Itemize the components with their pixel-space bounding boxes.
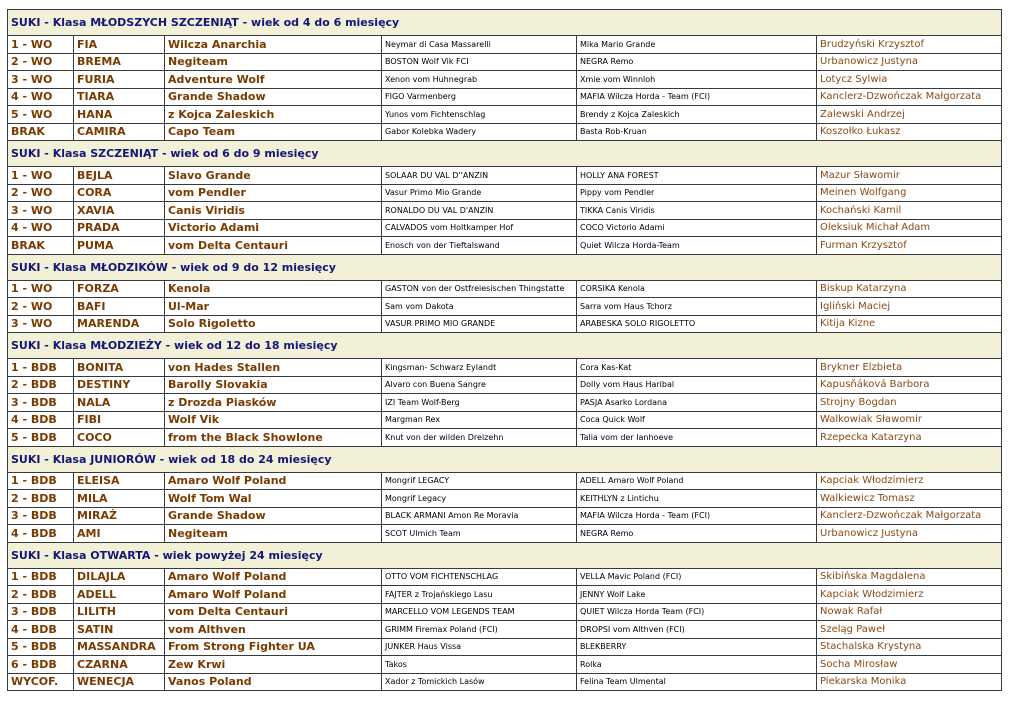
table-row: [8, 394, 1002, 412]
kennel-cell: Grande Shadow: [165, 507, 382, 525]
owner-cell: Kochański Kamil: [817, 202, 1002, 220]
dog-name-cell: CZARNA: [74, 656, 165, 674]
dog-name-cell: FIA: [74, 36, 165, 54]
table-row: [8, 429, 1002, 447]
dam-cell: HOLLY ANA FOREST: [577, 167, 817, 185]
sire-cell: SOLAAR DU VAL D''ANZIN: [382, 167, 577, 185]
placement-cell: WYCOF.: [8, 673, 74, 691]
dog-name-cell: MASSANDRA: [74, 638, 165, 656]
owner-cell: Brykner Elzbieta: [817, 359, 1002, 377]
kennel-cell: Wilcza Anarchia: [165, 36, 382, 54]
owner-cell: Walkiewicz Tomasz: [817, 490, 1002, 508]
placement-cell: 3 - BDB: [8, 603, 74, 621]
dog-name-cell: BAFI: [74, 298, 165, 316]
dam-cell: JENNY Wolf Lake: [577, 586, 817, 604]
dam-cell: KEITHLYN z Lintichu: [577, 490, 817, 508]
sire-cell: Alvaro con Buena Sangre: [382, 376, 577, 394]
placement-cell: 5 - WO: [8, 106, 74, 124]
table-row: [8, 237, 1002, 255]
dog-name-cell: XAVIA: [74, 202, 165, 220]
dam-cell: QUIET Wilcza Horda Team (FCI): [577, 603, 817, 621]
dog-name-cell: CAMIRA: [74, 123, 165, 141]
kennel-cell: vom Delta Centauri: [165, 603, 382, 621]
kennel-cell: Zew Krwi: [165, 656, 382, 674]
class-header-title: SUKI - Klasa MŁODZIEŻY - wiek od 12 do 18 miesięcy: [8, 333, 1002, 359]
table-row: [8, 280, 1002, 298]
sire-cell: GRIMM Firemax Poland (FCI): [382, 621, 577, 639]
table-row: [8, 586, 1002, 604]
kennel-cell: Grande Shadow: [165, 88, 382, 106]
kennel-cell: vom Althven: [165, 621, 382, 639]
kennel-cell: von Hades Stallen: [165, 359, 382, 377]
class-header-row: [8, 10, 1002, 36]
sire-cell: Kingsman- Schwarz Eylandt: [382, 359, 577, 377]
class-header-title: SUKI - Klasa OTWARTA - wiek powyżej 24 miesięcy: [8, 542, 1002, 568]
owner-cell: Lotycz Sylwia: [817, 71, 1002, 89]
kennel-cell: Canis Viridis: [165, 202, 382, 220]
dog-name-cell: PRADA: [74, 219, 165, 237]
kennel-cell: z Kojca Zaleskich: [165, 106, 382, 124]
kennel-cell: Barolly Slovakia: [165, 376, 382, 394]
placement-cell: 4 - BDB: [8, 411, 74, 429]
dog-name-cell: COCO: [74, 429, 165, 447]
dam-cell: TIKKA Canis Viridis: [577, 202, 817, 220]
placement-cell: 4 - BDB: [8, 525, 74, 543]
sire-cell: CALVADOS vom Holtkamper Hof: [382, 219, 577, 237]
dog-name-cell: BREMA: [74, 53, 165, 71]
dog-name-cell: CORA: [74, 184, 165, 202]
table-row: [8, 359, 1002, 377]
sire-cell: Mongrif LEGACY: [382, 472, 577, 490]
table-row: [8, 202, 1002, 220]
sire-cell: Enosch von der Tieftalswand: [382, 237, 577, 255]
dam-cell: PASJA Asarko Lordana: [577, 394, 817, 412]
dam-cell: BLEKBERRY: [577, 638, 817, 656]
placement-cell: 1 - BDB: [8, 472, 74, 490]
class-header-title: SUKI - Klasa JUNIORÓW - wiek od 18 do 24 miesięcy: [8, 446, 1002, 472]
sire-cell: Neymar di Casa Massarelli: [382, 36, 577, 54]
owner-cell: Urbanowicz Justyna: [817, 525, 1002, 543]
dog-name-cell: TIARA: [74, 88, 165, 106]
placement-cell: 2 - BDB: [8, 490, 74, 508]
table-row: [8, 656, 1002, 674]
placement-cell: 4 - BDB: [8, 621, 74, 639]
kennel-cell: Wolf Vik: [165, 411, 382, 429]
dam-cell: NEGRA Remo: [577, 525, 817, 543]
owner-cell: Rzepecka Katarzyna: [817, 429, 1002, 447]
table-row: [8, 411, 1002, 429]
owner-cell: Piekarska Monika: [817, 673, 1002, 691]
dog-name-cell: ELEISA: [74, 472, 165, 490]
dog-name-cell: NALA: [74, 394, 165, 412]
table-row: [8, 36, 1002, 54]
table-row: [8, 184, 1002, 202]
placement-cell: 5 - BDB: [8, 429, 74, 447]
sire-cell: Margman Rex: [382, 411, 577, 429]
owner-cell: Mazur Sławomir: [817, 167, 1002, 185]
dog-name-cell: BEJLA: [74, 167, 165, 185]
placement-cell: 3 - WO: [8, 202, 74, 220]
placement-cell: 2 - WO: [8, 298, 74, 316]
dog-name-cell: SATIN: [74, 621, 165, 639]
class-header-title: SUKI - Klasa SZCZENIĄT - wiek od 6 do 9 miesięcy: [8, 141, 1002, 167]
class-header-row: [8, 333, 1002, 359]
sire-cell: Sam vom Dakota: [382, 298, 577, 316]
placement-cell: 1 - WO: [8, 167, 74, 185]
kennel-cell: Amaro Wolf Poland: [165, 472, 382, 490]
table-row: [8, 376, 1002, 394]
table-row: [8, 507, 1002, 525]
table-row: [8, 123, 1002, 141]
owner-cell: Nowak Rafał: [817, 603, 1002, 621]
placement-cell: 1 - WO: [8, 36, 74, 54]
dam-cell: Rolka: [577, 656, 817, 674]
owner-cell: Urbanowicz Justyna: [817, 53, 1002, 71]
class-header-title: SUKI - Klasa MŁODSZYCH SZCZENIĄT - wiek od 4 do 6 miesięcy: [8, 10, 1002, 36]
dog-name-cell: MARENDA: [74, 315, 165, 333]
placement-cell: 4 - WO: [8, 219, 74, 237]
dog-name-cell: FURIA: [74, 71, 165, 89]
kennel-cell: Capo Team: [165, 123, 382, 141]
dog-name-cell: WENECJA: [74, 673, 165, 691]
table-row: [8, 315, 1002, 333]
sire-cell: Vasur Primo Mio Grande: [382, 184, 577, 202]
kennel-cell: vom Delta Centauri: [165, 237, 382, 255]
dog-name-cell: FIBI: [74, 411, 165, 429]
owner-cell: Koszołko Łukasz: [817, 123, 1002, 141]
sire-cell: BOSTON Wolf Vik FCI: [382, 53, 577, 71]
kennel-cell: Adventure Wolf: [165, 71, 382, 89]
dam-cell: Cora Kas-Kat: [577, 359, 817, 377]
dam-cell: Dolly vom Haus Haribal: [577, 376, 817, 394]
sire-cell: GASTON von der Ostfreiesischen Thingstatte: [382, 280, 577, 298]
placement-cell: 1 - BDB: [8, 568, 74, 586]
sire-cell: RONALDO DU VAL D'ANZIN: [382, 202, 577, 220]
sire-cell: OTTO VOM FICHTENSCHLAG: [382, 568, 577, 586]
placement-cell: 5 - BDB: [8, 638, 74, 656]
dam-cell: Talia vom der Ianhoeve: [577, 429, 817, 447]
kennel-cell: Solo Rigoletto: [165, 315, 382, 333]
dam-cell: MAFIA Wilcza Horda - Team (FCI): [577, 88, 817, 106]
placement-cell: BRAK: [8, 123, 74, 141]
table-row: [8, 673, 1002, 691]
placement-cell: 3 - WO: [8, 315, 74, 333]
dam-cell: Pippy vom Pendler: [577, 184, 817, 202]
kennel-cell: Negiteam: [165, 53, 382, 71]
sire-cell: IZI Team Wolf-Berg: [382, 394, 577, 412]
dam-cell: Coca Quick Wolf: [577, 411, 817, 429]
kennel-cell: Victorio Adami: [165, 219, 382, 237]
kennel-cell: Slavo Grande: [165, 167, 382, 185]
placement-cell: 3 - BDB: [8, 394, 74, 412]
dam-cell: Quiet Wilcza Horda-Team: [577, 237, 817, 255]
dog-name-cell: ADELL: [74, 586, 165, 604]
dam-cell: VELLA Mavic Poland (FCI): [577, 568, 817, 586]
sire-cell: Mongrif Legacy: [382, 490, 577, 508]
kennel-cell: Vanos Poland: [165, 673, 382, 691]
dam-cell: ADELL Amaro Wolf Poland: [577, 472, 817, 490]
owner-cell: Socha Mirosław: [817, 656, 1002, 674]
sire-cell: Xador z Tomickich Lasów: [382, 673, 577, 691]
placement-cell: 2 - BDB: [8, 376, 74, 394]
dog-name-cell: DILAJLA: [74, 568, 165, 586]
placement-cell: 2 - WO: [8, 53, 74, 71]
dog-name-cell: MILA: [74, 490, 165, 508]
placement-cell: 4 - WO: [8, 88, 74, 106]
placement-cell: 6 - BDB: [8, 656, 74, 674]
owner-cell: Oleksiuk Michał Adam: [817, 219, 1002, 237]
sire-cell: FAJTER z Trojańskiego Lasu: [382, 586, 577, 604]
kennel-cell: Ul-Mar: [165, 298, 382, 316]
owner-cell: Stachalska Krystyna: [817, 638, 1002, 656]
table-row: [8, 525, 1002, 543]
placement-cell: 1 - WO: [8, 280, 74, 298]
sire-cell: Takos: [382, 656, 577, 674]
sire-cell: FIGO Varmenberg: [382, 88, 577, 106]
owner-cell: Kitija Kizne: [817, 315, 1002, 333]
owner-cell: Meinen Wolfgang: [817, 184, 1002, 202]
owner-cell: Igliński Maciej: [817, 298, 1002, 316]
kennel-cell: Kenola: [165, 280, 382, 298]
owner-cell: Skibińska Magdalena: [817, 568, 1002, 586]
dam-cell: COCO Victorio Adami: [577, 219, 817, 237]
dog-name-cell: BONITA: [74, 359, 165, 377]
dam-cell: Xmie vom Winnloh: [577, 71, 817, 89]
owner-cell: Walkowiak Sławomir: [817, 411, 1002, 429]
dog-name-cell: DESTINY: [74, 376, 165, 394]
table-row: [8, 167, 1002, 185]
placement-cell: 2 - BDB: [8, 586, 74, 604]
dog-name-cell: MIRAŻ: [74, 507, 165, 525]
class-header-row: [8, 141, 1002, 167]
placement-cell: 1 - BDB: [8, 359, 74, 377]
owner-cell: Strojny Bogdan: [817, 394, 1002, 412]
dam-cell: CORSIKA Kenola: [577, 280, 817, 298]
dog-name-cell: PUMA: [74, 237, 165, 255]
class-header-row: [8, 254, 1002, 280]
dam-cell: MAFIA Wilcza Horda - Team (FCI): [577, 507, 817, 525]
owner-cell: Szeląg Paweł: [817, 621, 1002, 639]
table-row: [8, 568, 1002, 586]
table-row: [8, 490, 1002, 508]
dog-name-cell: LILITH: [74, 603, 165, 621]
owner-cell: Kapusňáková Barbora: [817, 376, 1002, 394]
sire-cell: Xenon vom Huhnegrab: [382, 71, 577, 89]
sire-cell: MARCELLO VOM LEGENDS TEAM: [382, 603, 577, 621]
owner-cell: Brudzyński Krzysztof: [817, 36, 1002, 54]
owner-cell: Furman Krzysztof: [817, 237, 1002, 255]
owner-cell: Kapciak Włodzimierz: [817, 472, 1002, 490]
dam-cell: Felina Team Ulmental: [577, 673, 817, 691]
owner-cell: Kanclerz-Dzwończak Małgorzata: [817, 88, 1002, 106]
dam-cell: ARABESKA SOLO RIGOLETTO: [577, 315, 817, 333]
table-row: [8, 71, 1002, 89]
class-header-row: [8, 446, 1002, 472]
owner-cell: Biskup Katarzyna: [817, 280, 1002, 298]
sire-cell: Yunos vom Fichtenschlag: [382, 106, 577, 124]
table-row: [8, 219, 1002, 237]
dog-name-cell: HANA: [74, 106, 165, 124]
placement-cell: 2 - WO: [8, 184, 74, 202]
kennel-cell: from the Black Showlone: [165, 429, 382, 447]
kennel-cell: Negiteam: [165, 525, 382, 543]
owner-cell: Kanclerz-Dzwończak Małgorzata: [817, 507, 1002, 525]
dog-name-cell: AMI: [74, 525, 165, 543]
table-row: [8, 106, 1002, 124]
sire-cell: Knut von der wilden Dreizehn: [382, 429, 577, 447]
dam-cell: Mika Mario Grande: [577, 36, 817, 54]
owner-cell: Kapciak Włodzimierz: [817, 586, 1002, 604]
dog-name-cell: FORZA: [74, 280, 165, 298]
sire-cell: SCOT Ulmich Team: [382, 525, 577, 543]
table-row: [8, 88, 1002, 106]
kennel-cell: vom Pendler: [165, 184, 382, 202]
results-table: [7, 9, 1002, 691]
class-header-title: SUKI - Klasa MŁODZIKÓW - wiek od 9 do 12 miesięcy: [8, 254, 1002, 280]
table-row: [8, 298, 1002, 316]
class-header-row: [8, 542, 1002, 568]
owner-cell: Zalewski Andrzej: [817, 106, 1002, 124]
dam-cell: Basta Rob-Kruan: [577, 123, 817, 141]
kennel-cell: Wolf Tom Wal: [165, 490, 382, 508]
table-row: [8, 53, 1002, 71]
sire-cell: BLACK ARMANI Amon Re Moravia: [382, 507, 577, 525]
kennel-cell: Amaro Wolf Poland: [165, 586, 382, 604]
kennel-cell: Amaro Wolf Poland: [165, 568, 382, 586]
kennel-cell: From Strong Fighter UA: [165, 638, 382, 656]
table-row: [8, 621, 1002, 639]
sire-cell: VASUR PRIMO MIO GRANDE: [382, 315, 577, 333]
dam-cell: NEGRA Remo: [577, 53, 817, 71]
sire-cell: JUNKER Haus Vissa: [382, 638, 577, 656]
kennel-cell: z Drozda Piasków: [165, 394, 382, 412]
results-table-body: [8, 10, 1002, 691]
placement-cell: 3 - BDB: [8, 507, 74, 525]
dam-cell: Sarra vom Haus Tchorz: [577, 298, 817, 316]
table-row: [8, 603, 1002, 621]
dam-cell: DROPSI vom Althven (FCI): [577, 621, 817, 639]
placement-cell: BRAK: [8, 237, 74, 255]
table-row: [8, 638, 1002, 656]
dam-cell: Brendy z Kojca Zaleskich: [577, 106, 817, 124]
sire-cell: Gabor Kolebka Wadery: [382, 123, 577, 141]
placement-cell: 3 - WO: [8, 71, 74, 89]
table-row: [8, 472, 1002, 490]
